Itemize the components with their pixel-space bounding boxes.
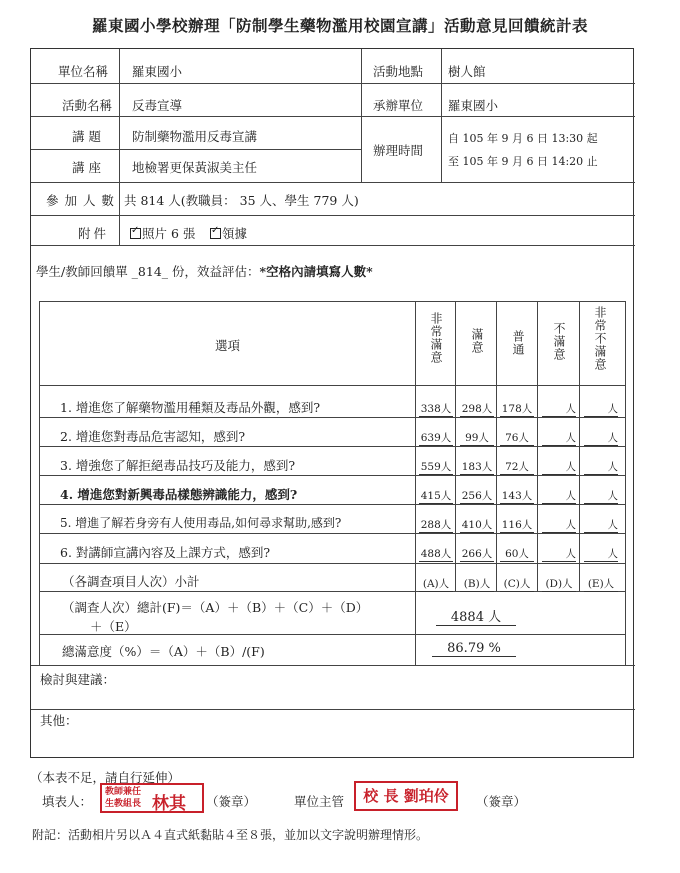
organizer-label: 承辦單位 <box>373 98 424 113</box>
r2-unsatisfied: 人 <box>542 430 576 446</box>
review-label: 檢討與建議： <box>40 672 116 687</box>
place-label: 活動地點 <box>373 64 424 79</box>
r5-neutral: 116人 <box>501 519 533 531</box>
form-title: 羅東國小學校辦理「防制學生藥物濫用校園宣講」活動意見回饋統計表 <box>91 16 588 35</box>
r3-satisfied: 183人 <box>461 461 493 473</box>
r6-neutral: 60人 <box>500 546 534 562</box>
r4-neutral: 143人 <box>501 490 533 502</box>
col-header-very-satisfied: 非常滿意 <box>429 312 443 364</box>
r1-unsatisfied: 人 <box>542 401 576 417</box>
r2-satisfied: 99人 <box>460 430 494 446</box>
time-label: 辦理時間 <box>373 143 424 158</box>
r1-very-unsatisfied: 人 <box>584 401 618 417</box>
footnote: 附記：活動相片另以Ａ４直式紙黏貼４至８張，並加以文字說明辦理情形。 <box>32 828 429 842</box>
r2-neutral: 76人 <box>500 430 534 446</box>
attach-label: 附件 <box>78 226 110 241</box>
r5-very-unsatisfied: 人 <box>584 517 618 533</box>
filler-stamp-title-2: 生教組長 <box>105 799 142 809</box>
checkbox-checked-icon <box>210 228 221 239</box>
r1-very-satisfied: 338人 <box>420 403 452 415</box>
topic-value: 防制藥物濫用反毒宣講 <box>132 129 258 144</box>
subtotal-c: (C)人 <box>500 576 534 592</box>
feedback-note: *空格內請填寫人數* <box>259 264 373 279</box>
r6-satisfied: 266人 <box>461 548 493 560</box>
speaker-label: 講座 <box>72 160 106 175</box>
question-2: 2. 增進您對毒品危害認知，感到? <box>60 429 246 444</box>
feedback-line: 學生/教師回饋單 _814_ 份，效益評估：*空格內請填寫人數* <box>36 264 373 279</box>
time-from: 自 105 年 9 月 6 日 13:30 起 <box>448 132 598 145</box>
question-3: 3. 增強您了解拒絕毒品技巧及能力，感到? <box>60 458 296 473</box>
activity-value: 反毒宣導 <box>132 98 183 113</box>
r5-unsatisfied: 人 <box>542 517 576 533</box>
unit-value: 羅東國小 <box>132 64 183 79</box>
r4-satisfied: 256人 <box>461 490 493 502</box>
time-to: 至 105 年 9 月 6 日 14:20 止 <box>448 155 598 168</box>
other-label: 其他： <box>40 713 78 728</box>
checkbox-checked-icon <box>130 228 141 239</box>
r3-neutral: 72人 <box>500 459 534 475</box>
unit-label: 單位名稱 <box>58 64 109 79</box>
col-header-satisfied: 滿意 <box>470 328 484 354</box>
subtotal-d: (D)人 <box>542 576 576 592</box>
attend-value: 共 814 人(教職員： 35 人、學生 779 人) <box>124 193 359 208</box>
question-4: 4. 增進您對新興毒品樣態辨識能力，感到? <box>60 487 298 502</box>
attach-photo: ✓ 照片 6 張 <box>130 224 195 242</box>
options-header: 選項 <box>215 338 241 353</box>
r3-very-unsatisfied: 人 <box>584 459 618 475</box>
subtotal-e: (E)人 <box>584 576 618 592</box>
question-6: 6. 對講師宣講內容及上課方式，感到? <box>60 545 271 560</box>
extend-note: （本表不足，請自行延伸） <box>30 770 181 785</box>
organizer-value: 羅東國小 <box>448 98 499 113</box>
total-label-2: ＋（E） <box>90 619 137 634</box>
r4-very-satisfied: 415人 <box>420 490 452 502</box>
r5-satisfied: 410人 <box>461 519 493 531</box>
r6-unsatisfied: 人 <box>542 546 576 562</box>
r6-very-unsatisfied: 人 <box>584 546 618 562</box>
filler-stamp <box>100 783 204 813</box>
question-1: 1. 增進您了解藥物濫用種類及毒品外觀，感到? <box>60 400 321 415</box>
speaker-value: 地檢署更保黃淑美主任 <box>132 160 258 175</box>
col-header-neutral: 普通 <box>511 330 525 356</box>
supervisor-sign: （簽章） <box>476 794 527 809</box>
question-5: 5. 增進了解若身旁有人使用毒品,如何尋求幫助,感到? <box>60 516 342 530</box>
col-header-unsatisfied: 不滿意 <box>552 322 566 361</box>
filler-sign: （簽章） <box>206 794 257 809</box>
filler-name: 林其 <box>152 794 186 814</box>
filler-label: 填表人： <box>42 794 93 809</box>
subtotal-b: (B)人 <box>460 576 494 592</box>
r4-unsatisfied: 人 <box>542 488 576 504</box>
total-label-1: （調查人次）總計(F)＝（A）＋（B）＋（C）＋（D） <box>62 600 369 615</box>
r2-very-satisfied: 639人 <box>420 432 452 444</box>
supervisor-label: 單位主管 <box>294 794 345 809</box>
r3-unsatisfied: 人 <box>542 459 576 475</box>
total-value: 4884 人 <box>436 606 516 626</box>
r3-very-satisfied: 559人 <box>420 461 452 473</box>
subtotal-a: (A)人 <box>419 576 453 592</box>
r1-neutral: 178人 <box>501 403 533 415</box>
activity-label: 活動名稱 <box>62 98 113 113</box>
r5-very-satisfied: 288人 <box>420 519 452 531</box>
filler-stamp-title-1: 教師兼任 <box>105 787 142 797</box>
satisfaction-label: 總滿意度（%）＝（A）＋（B）/(F) <box>62 644 265 659</box>
r2-very-unsatisfied: 人 <box>584 430 618 446</box>
r4-very-unsatisfied: 人 <box>584 488 618 504</box>
attend-label: 參 加 人 數 <box>46 193 115 208</box>
attach-receipt: ✓ 領據 <box>210 224 247 242</box>
col-header-very-unsatisfied: 非常不滿意 <box>593 306 607 371</box>
r6-very-satisfied: 488人 <box>420 548 452 560</box>
supervisor-stamp: 校 長 劉珀伶 <box>354 781 458 811</box>
place-value: 樹人館 <box>448 64 486 79</box>
r1-satisfied: 298人 <box>461 403 493 415</box>
subtotal-label: （各調查項目人次）小計 <box>62 574 200 589</box>
topic-label: 講題 <box>72 129 106 144</box>
satisfaction-value: 86.79 % <box>432 641 516 657</box>
